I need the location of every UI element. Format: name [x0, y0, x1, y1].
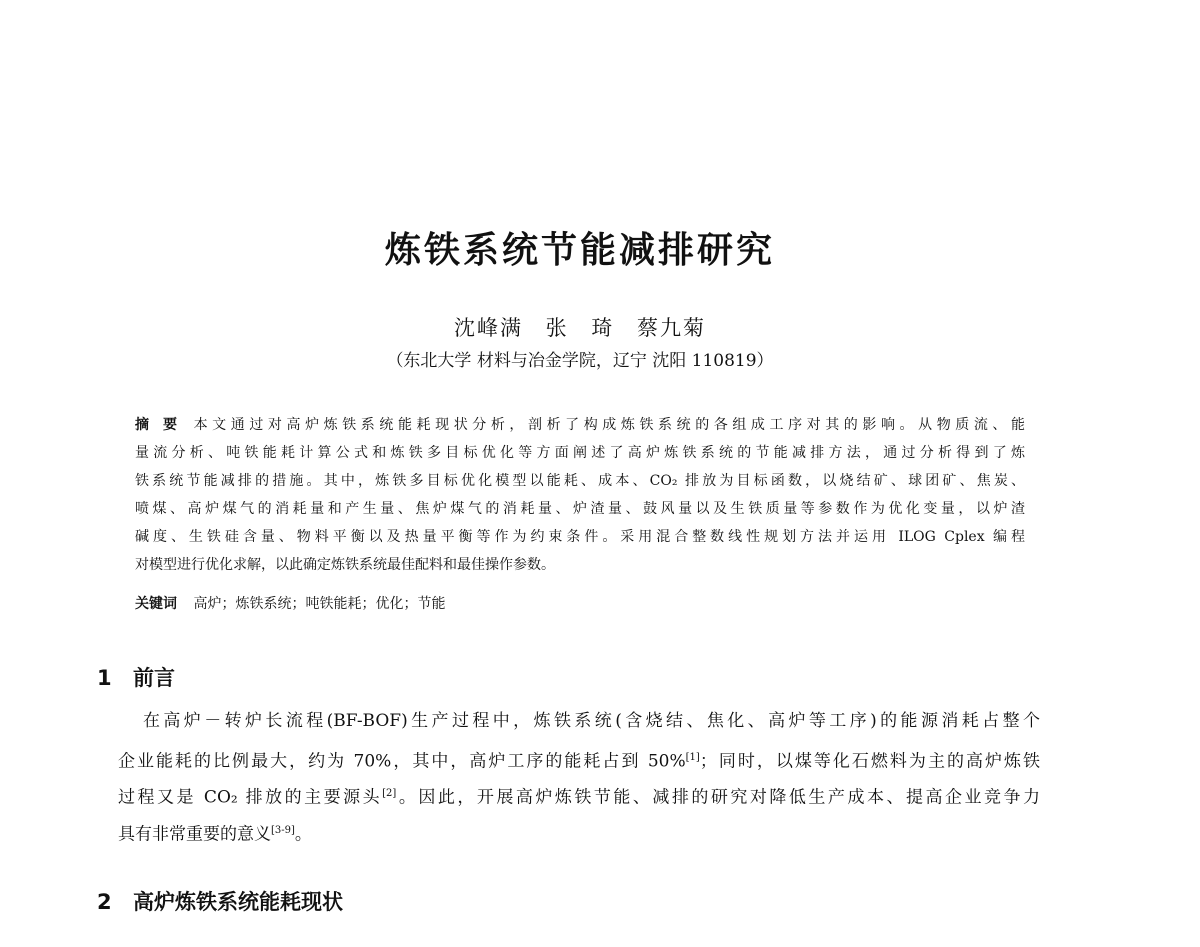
paper-title: 炼铁系统节能减排研究	[384, 230, 775, 271]
abstract-line: 对模型进行优化求解，以此确定炼铁系统最佳配料和最佳操作参数。	[135, 557, 555, 573]
body-text: 企业能耗的比例最大，约为 70%，其中，高炉工序的能耗占到 50%	[118, 751, 686, 772]
abstract-label: 摘 要	[135, 417, 182, 433]
body-line	[118, 740, 1040, 777]
abstract-line: 喷煤、高炉煤气的消耗量和产生量、焦炉煤气的消耗量、炉渣量、鼓风量以及生铁质量等参数作为优化变量，以炉渣	[135, 501, 1025, 517]
section-heading-2	[97, 886, 343, 916]
keywords-value: 高炉；炼铁系统；吨铁能耗；优化；节能	[193, 596, 446, 612]
section-heading-1	[97, 662, 175, 692]
authors: 沈峰满 张 琦 蔡九菊	[453, 316, 707, 340]
body-line: 在高炉－转炉长流程(BF-BOF)生产过程中，炼铁系统(含烧结、焦化、高炉等工序)的能源消耗占整个	[143, 711, 1040, 731]
body-text: 具有非常重要的意义	[118, 824, 271, 845]
section-title: 高炉炼铁系统能耗现状	[133, 890, 343, 914]
citation: [3-9]	[271, 825, 295, 837]
abstract-line: 碱度、生铁硅含量、物料平衡以及热量平衡等作为约束条件。采用混合整数线性规划方法并运用 ILOG Cplex 编程	[135, 529, 1025, 545]
body-line	[118, 776, 1040, 813]
section-1-body	[118, 703, 1040, 850]
section-number: 1	[97, 666, 112, 690]
keywords-label: 关键词	[135, 596, 177, 612]
body-line	[118, 813, 1040, 850]
citation: [2]	[382, 788, 397, 800]
abstract	[135, 411, 1025, 579]
abstract-line: 铁系统节能减排的措施。其中，炼铁多目标优化模型以能耗、成本、CO₂ 排放为目标函数，以烧结矿、球团矿、焦炭、	[135, 473, 1025, 489]
keywords	[135, 593, 445, 613]
body-text: 。因此，开展高炉炼铁节能、减排的研究对降低生产成本、提高企业竞争力	[396, 788, 1040, 809]
affiliation: （东北大学 材料与冶金学院，辽宁 沈阳 110819）	[386, 351, 774, 371]
abstract-text: 本文通过对高炉炼铁系统能耗现状分析，剖析了构成炼铁系统的各组成工序对其的影响。从物质流、能	[193, 417, 1026, 433]
body-text: 。	[294, 824, 312, 845]
section-title: 前言	[133, 666, 175, 690]
abstract-line: 量流分析、吨铁能耗计算公式和炼铁多目标优化等方面阐述了高炉炼铁系统的节能减排方法，通过分析得到了炼	[135, 445, 1025, 461]
section-number: 2	[97, 890, 112, 914]
body-text: ；同时，以煤等化石燃料为主的高炉炼铁	[699, 751, 1040, 772]
body-text: 过程又是 CO₂ 排放的主要源头	[118, 788, 383, 809]
citation: [1]	[685, 751, 700, 763]
abstract-line	[135, 411, 1025, 439]
